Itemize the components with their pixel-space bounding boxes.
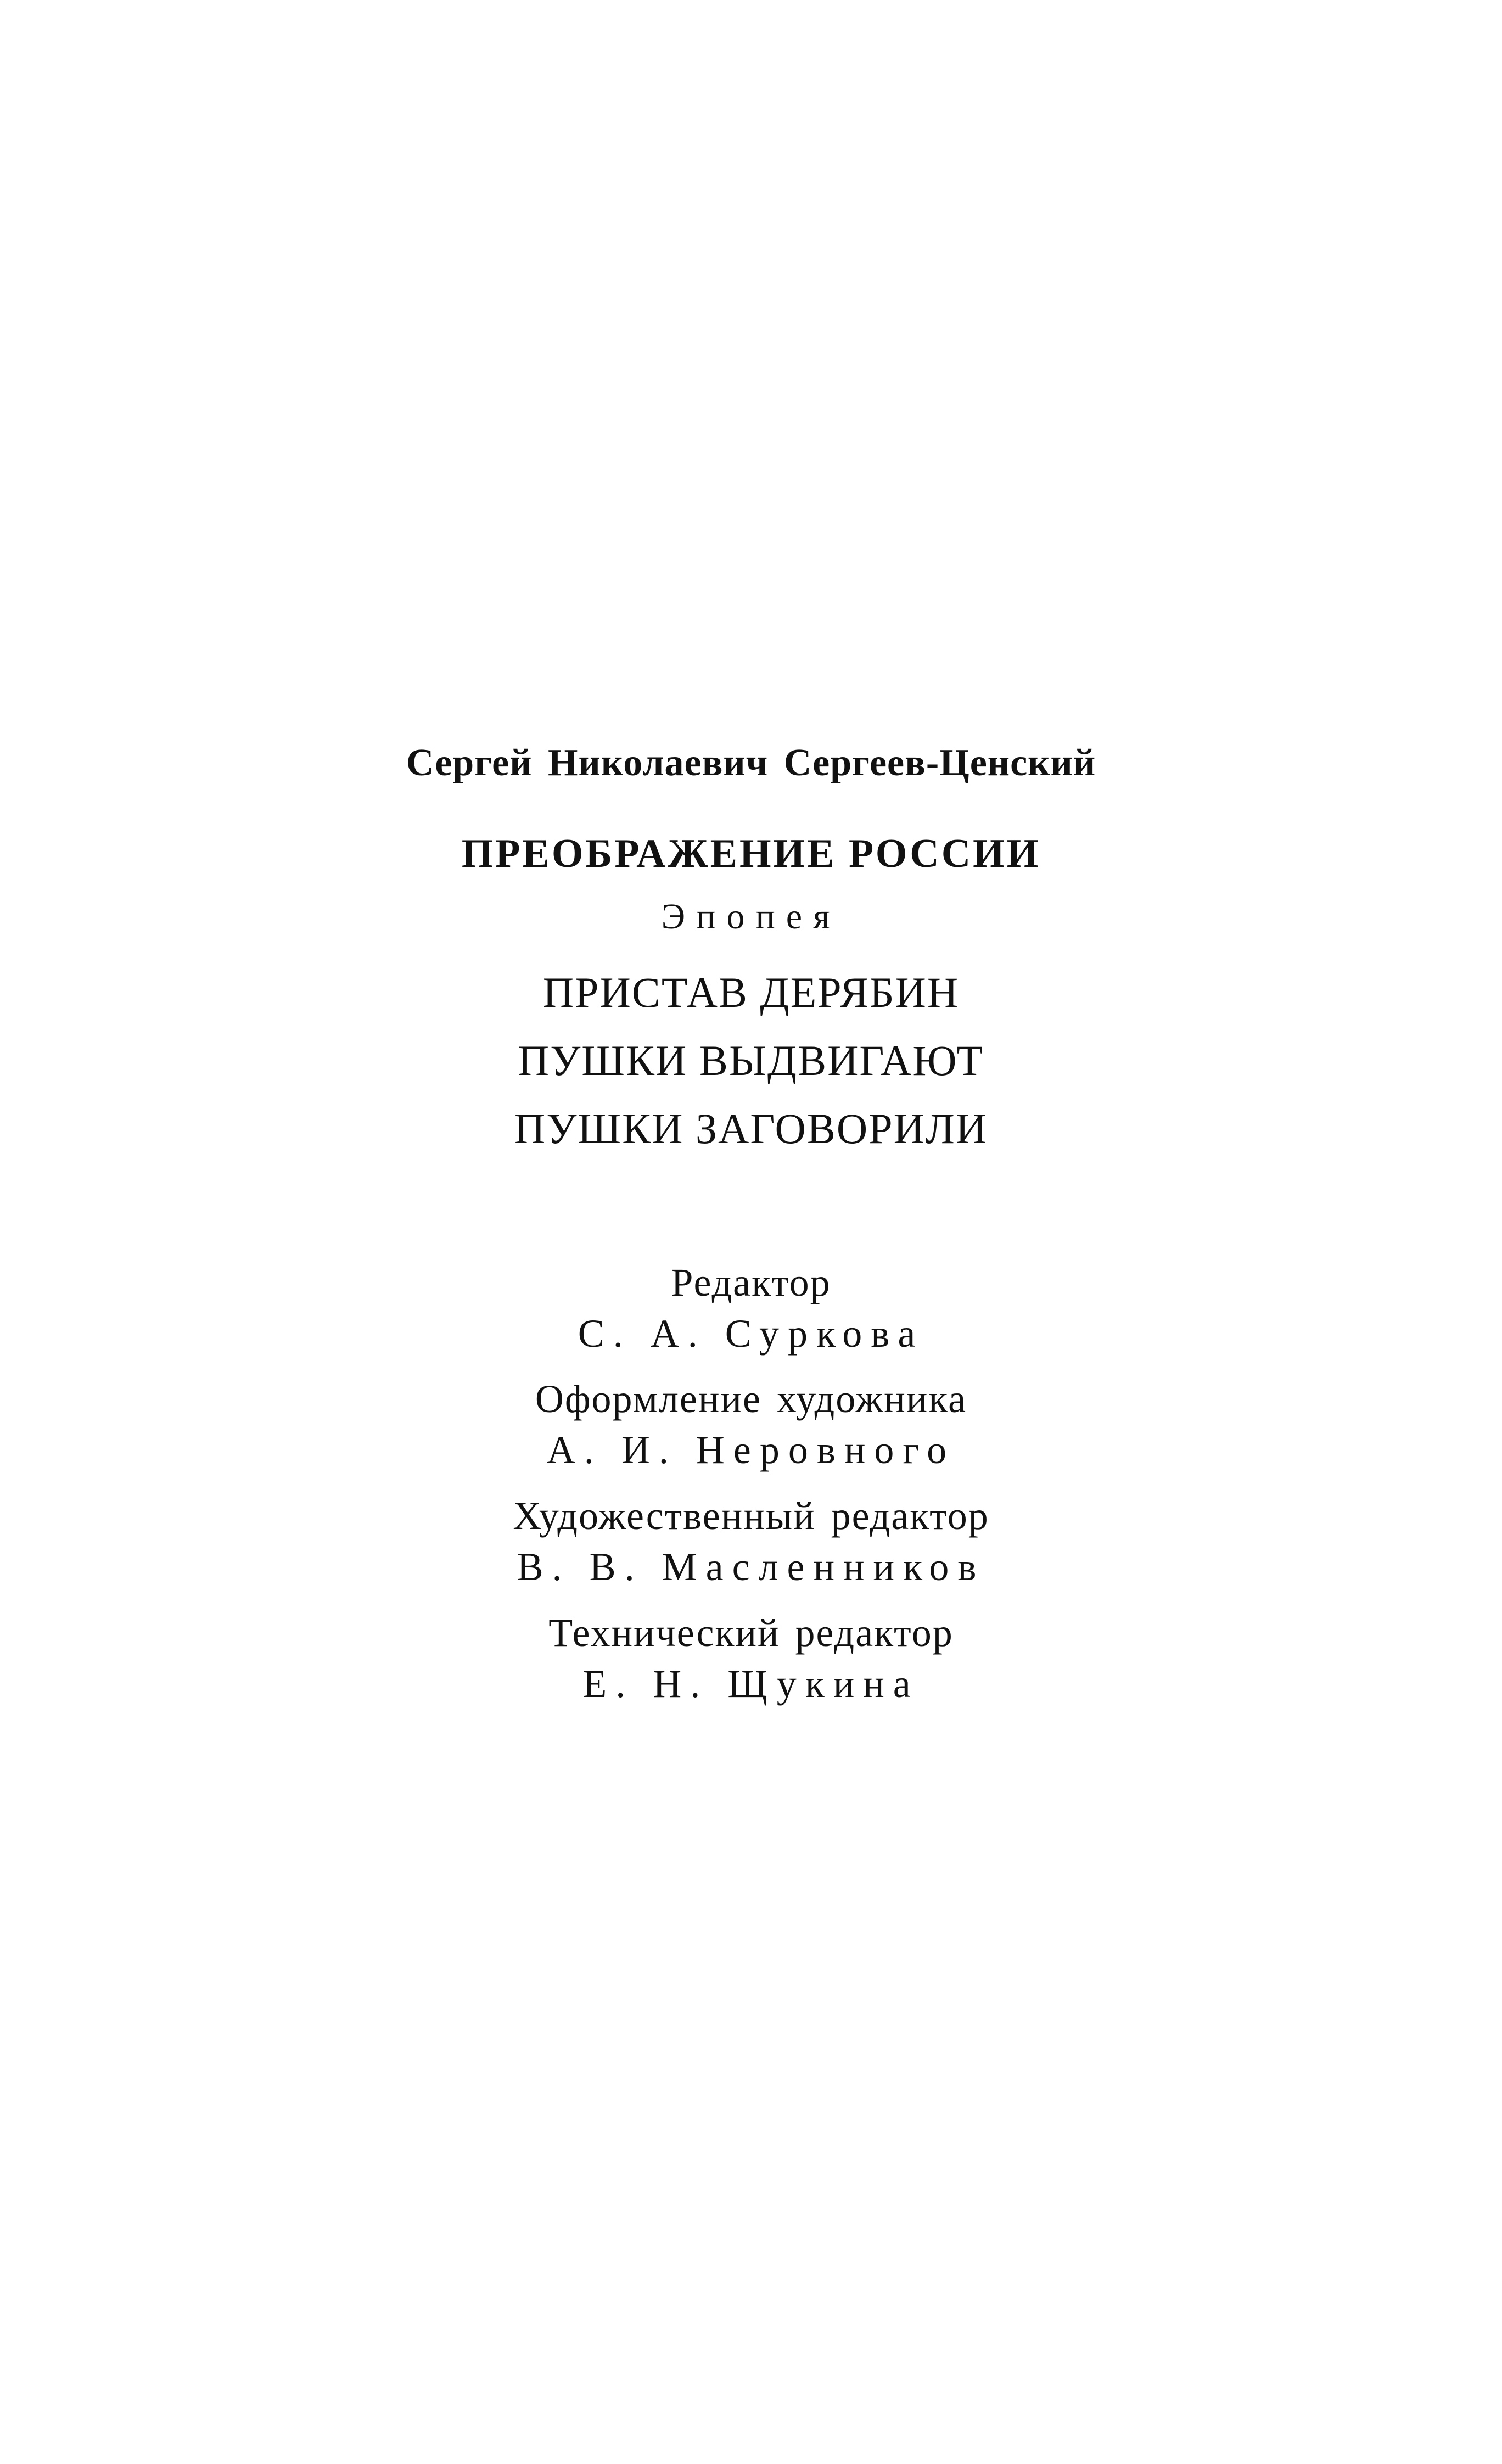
part-title: ПУШКИ ВЫДВИГАЮТ (518, 1037, 984, 1084)
credit-name-editor: С. А. Суркова (578, 1312, 924, 1356)
book-title: ПРЕОБРАЖЕНИЕ РОССИИ (461, 831, 1041, 876)
credit-role-design: Оформление художника (535, 1377, 967, 1421)
credit-role-tech-editor: Технический редактор (548, 1611, 954, 1655)
credit-name-design: А. И. Неровного (546, 1428, 956, 1472)
credit-name-tech-editor: Е. Н. Щукина (582, 1662, 920, 1706)
part-title: ПРИСТАВ ДЕРЯБИН (542, 968, 960, 1016)
credit-role-editor: Редактор (671, 1261, 831, 1304)
author-name: Сергей Николаевич Сергеев-Ценский (406, 742, 1096, 784)
genre-label: Эпопея (661, 897, 841, 937)
part-title: ПУШКИ ЗАГОВОРИЛИ (514, 1105, 988, 1152)
credit-name-art-editor: В. В. Масленников (517, 1545, 985, 1589)
credit-role-art-editor: Художественный редактор (513, 1494, 989, 1538)
